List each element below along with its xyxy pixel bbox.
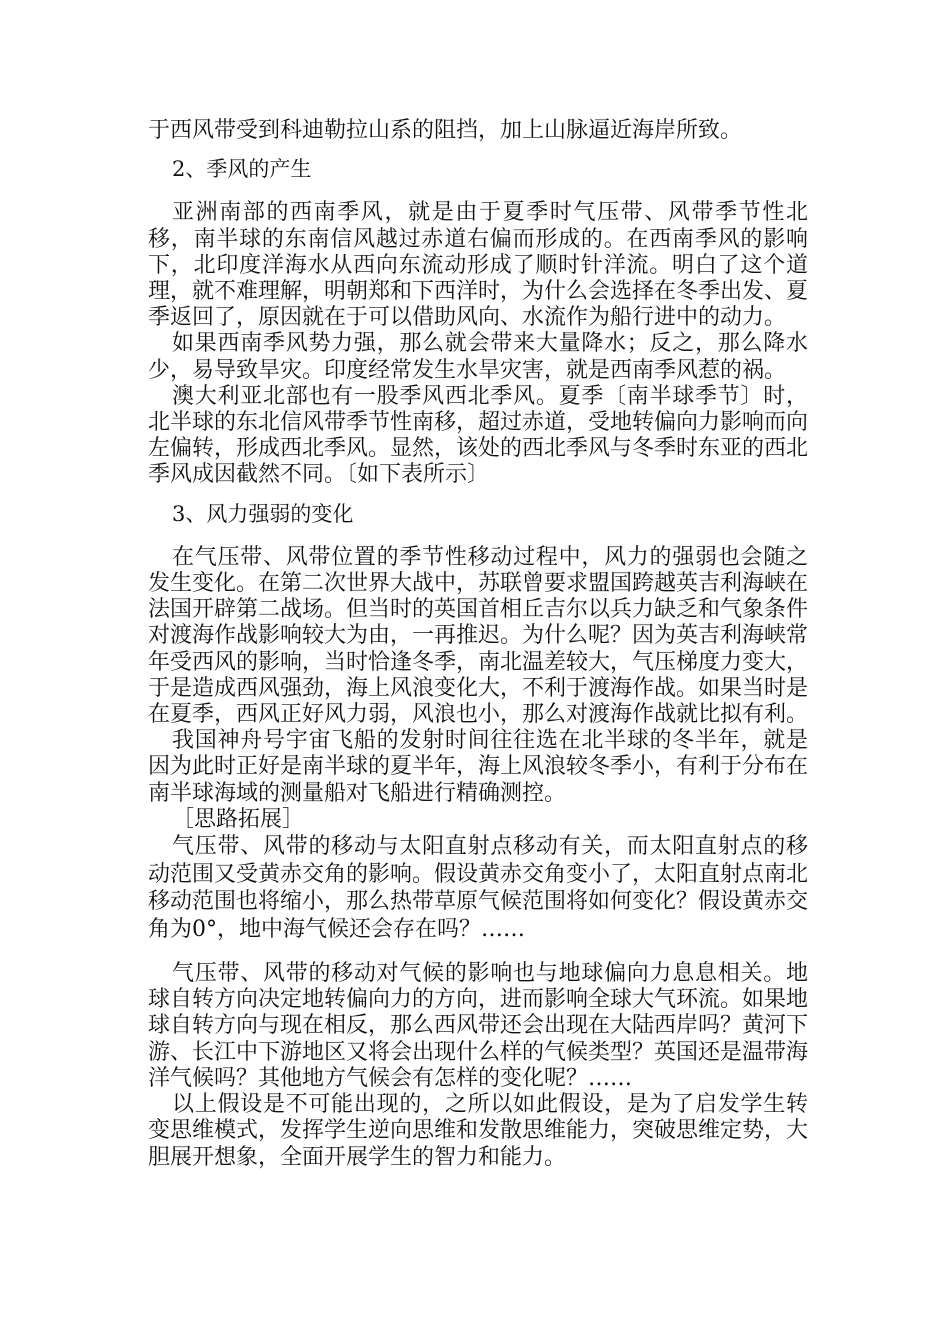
paragraph-monsoon-strength: 如果西南季风势力强，那么就会带来大量降水；反之，那么降水少，易导致旱灾。印度经常发生水旱灾害，就是西南季风惹的祸。	[148, 331, 808, 383]
paragraph-shenzhou-launch: 我国神舟号宇宙飞船的发射时间往往选在北半球的冬半年，就是因为此时正好是南半球的夏半年，海上风浪较冬季小，有利于分布在南半球海域的测量船对飞船进行精确测控。	[148, 728, 809, 806]
section-heading-wind-strength: 3、风力强弱的变化	[172, 501, 354, 526]
paragraph-obliquity-hypothesis: 气压带、风带的移动与太阳直射点移动有关，而太阳直射点的移动范围又受黄赤交角的影响。假设黄赤交角变小了，太阳直射点南北移动范围也将缩小，那么热带草原气候范围将如何变化？假设黄赤交角为0°，地中海气候还会存在吗？……	[148, 834, 809, 942]
paragraph-continuation: 于西风带受到科迪勒拉山系的阻挡，加上山脉逼近海岸所致。	[148, 118, 743, 143]
document-page	[148, 118, 808, 1171]
paragraph-australia-monsoon: 澳大利亚北部也有一股季风西北季风。夏季〔南半球季节〕时，北半球的东北信风带季节性南移，超过赤道，受地转偏向力影响而向左偏转，形成西北季风。显然，该处的西北季风与冬季时东亚的西北季风成因截然不同。〔如下表所示〕	[148, 383, 809, 488]
paragraph-english-channel: 在气压带、风带位置的季节性移动过程中，风力的强弱也会随之发生变化。在第二次世界大战中，苏联曾要求盟国跨越英吉利海峡在法国开辟第二战场。但当时的英国首相丘吉尔以兵力缺乏和气象条件对渡海作战影响较大为由，一再推迟。为什么呢？因为英吉利海峡常年受西风的影响，当时恰逢冬季，南北温差较大，气压梯度力变大，于是造成西风强劲，海上风浪变化大，不利于渡海作战。如果当时是在夏季，西风正好风力弱，风浪也小，那么对渡海作战就比拟有利。	[148, 544, 809, 728]
paragraph-rotation-hypothesis: 气压带、风带的移动对气候的影响也与地球偏向力息息相关。地球自转方向决定地转偏向力的方向，进而影响全球大气环流。如果地球自转方向与现在相反，那么西风带还会出现在大陆西岸吗？黄河下游、长江中下游地区又将会出现什么样的气候类型？英国还是温带海洋气候吗？其他地方气候会有怎样的变化呢？……	[148, 961, 809, 1091]
section-heading-extension: ［思路拓展］	[172, 806, 305, 832]
section-heading-monsoon: 2、季风的产生	[172, 157, 312, 182]
paragraph-conclusion: 以上假设是不可能出现的，之所以如此假设，是为了启发学生转变思维模式，发挥学生逆向思维和发散思维能力，突破思维定势，大胆展开想象，全面开展学生的智力和能力。	[148, 1092, 809, 1170]
paragraph-southwest-monsoon: 亚洲南部的西南季风，就是由于夏季时气压带、风带季节性北移，南半球的东南信风越过赤道右偏而形成的。在西南季风的影响下，北印度洋海水从西向东流动形成了顺时针洋流。明白了这个道理，就不难理解，明朝郑和下西洋时，为什么会选择在冬季出发、夏季返回了，原因就在于可以借助风向、水流作为船行进中的动力。	[148, 200, 809, 331]
